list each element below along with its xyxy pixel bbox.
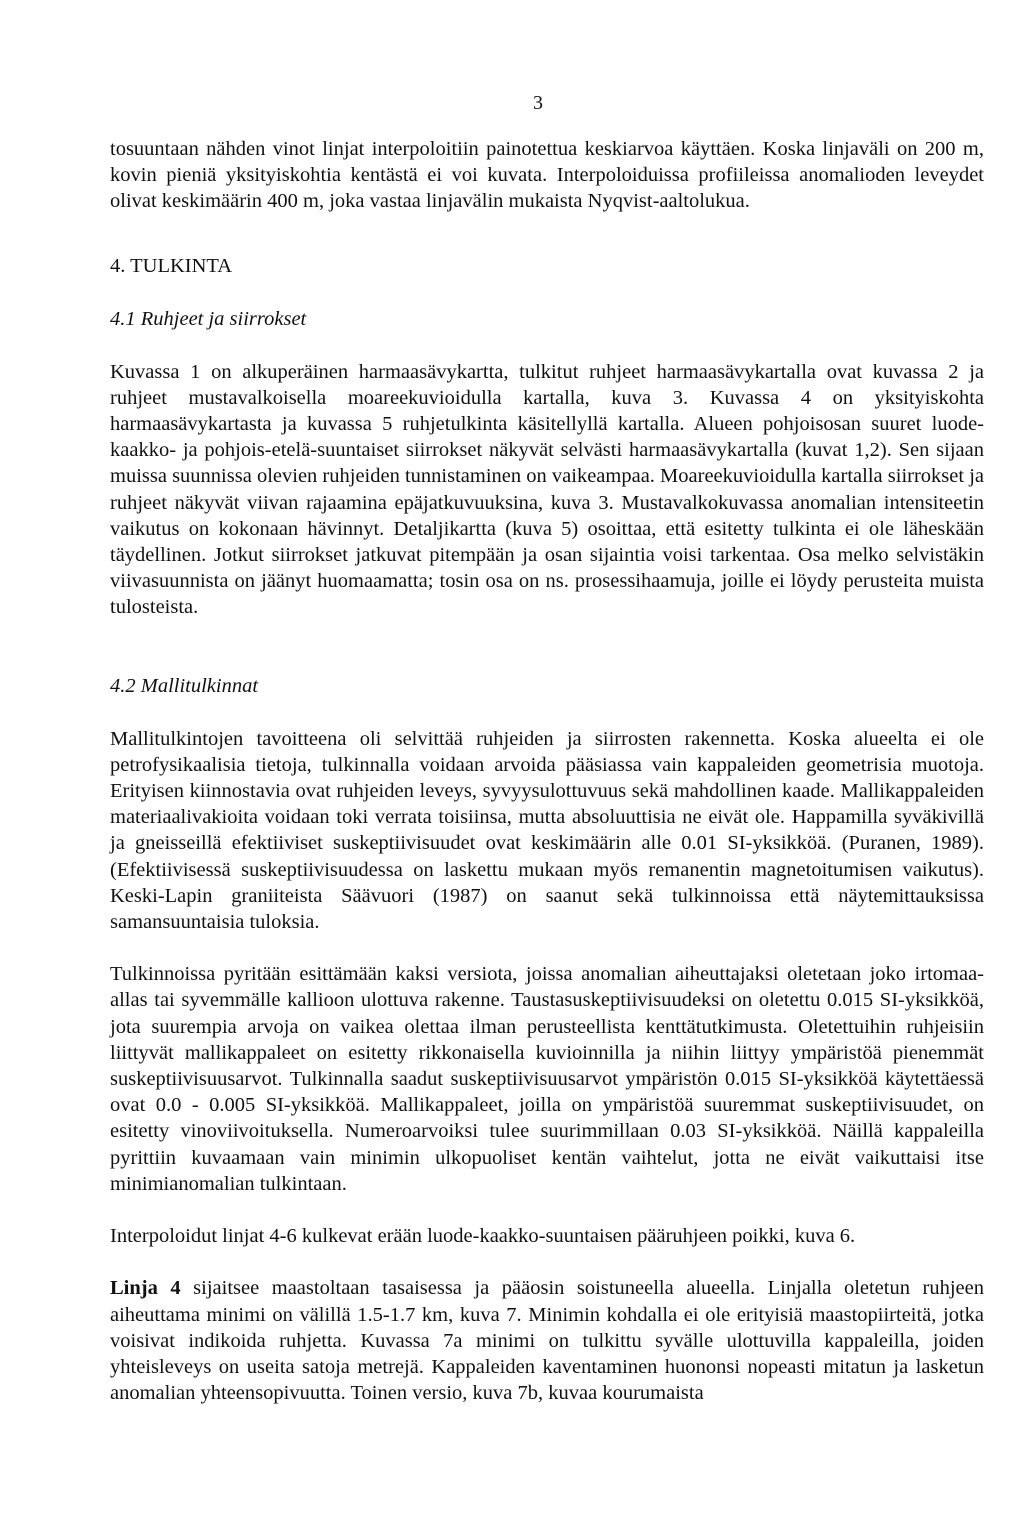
subsection-heading-4-2: [110, 673, 984, 699]
subsection-number: 4.2: [110, 674, 136, 697]
section-heading: 4. TULKINTA: [110, 254, 233, 277]
paragraph-ruhjeet: Kuvassa 1 on alkuperäinen harmaasävykartta, tulkitut ruhjeet harmaasävykartalla ovat kuvassa 2 ja ruhjeet mustavalkoisella moareekuvioidulla kartalla, kuva 3. Kuvassa 4 on yksityiskohta harmaasävykartasta ja kuvassa 5 ruhjetulkinta käsitellyllä kartalla. Alueen pohjoisosan suuret luode-kaakko- ja pohjois-etelä-suuntaiset siirrokset näkyvät selvästi harmaasävykartalla (kuvat 1,2). Sen sijaan muissa suunnissa olevien ruhjeiden tunnistaminen on vaikeampaa. Moareekuvioidulla kartalla siirrokset ja ruhjeet näkyvät viivan rajaamina epäjatkuvuuksina, kuva 3. Mustavalkokuvassa anomalian intensiteetin vaikutus on kokonaan hävinnyt. Detaljikartta (kuva 5) osoittaa, että esitetty tulkinta ei ole läheskään täydellinen. Jotkut siirrokset jatkuvat pitempään ja osan sijaintia voisi tarkentaa. Osa melko selvistäkin viivasuunnista on jäänyt huomaamatta; tosin osa on ns. prosessihaamuja, joille ei löydy perusteita muista tulosteista.: [110, 360, 984, 619]
subsection-title: Ruhjeet ja siirrokset: [140, 307, 307, 330]
document-body: [110, 88, 984, 1406]
linja-4-label: Linja 4: [110, 1277, 181, 1300]
subsection-title: Mallitulkinnat: [140, 674, 259, 697]
paragraph-mallitulkinnat-1: Mallitulkintojen tavoitteena oli selvittää ruhjeiden ja siirrosten rakennetta. Koska alueelta ei ole petrofysikaalisia tietoja, tulkinnalla voidaan arvoida pääsiassa vain kappaleiden geometrisia muotoja. Erityisen kiinnostavia ovat ruhjeiden leveys, syvyysulottuvuus sekä mahdollinen kaade. Mallikappaleiden materiaalivakioita voidaan toki verrata toisiinsa, mutta absoluuttisia ne eivät ole. Happamilla syväkivillä ja gneisseillä efektiiviset suskeptiivisuudet ovat keskimäärin alle 0.01 SI-yksikköä. (Puranen, 1989). (Efektiivisessä suskeptiivisuudessa on laskettu mukaan myös remanentin magnetoitumisen vaikutus). Keski-Lapin graniiteista Säävuori (1987) on saanut sekä tulkinnoissa että näytemittauksissa samansuuntaisia tuloksia.: [110, 727, 984, 934]
subsection-heading-4-1: [110, 306, 984, 332]
linja-4-text: sijaitsee maastoltaan tasaisessa ja pääosin soistuneella alueella. Linjalla oletetun ruhjeen aiheuttama minimi on välillä 1.5-1.7 km, kuva 7. Minimin kohdalla ei ole erityisiä maastopiirteitä, jotka voisivat indikoida ruhjetta. Kuvassa 7a minimi on tulkittu syvälle ulottuvilla kappaleilla, joiden yhteisleveys on useita satoja metrejä. Kappaleiden kaventaminen huononsi nopeasti mitatun ja lasketun anomalian yhteensopivuutta. Toinen versio, kuva 7b, kuvaa kourumaista: [110, 1277, 984, 1405]
subsection-number: 4.1: [110, 307, 136, 330]
intro-paragraph: tosuuntaan nähden vinot linjat interpoloitiin painotettua keskiarvoa käyttäen. Koska linjaväli on 200 m, kovin pieniä yksityiskohtia kentästä ei voi kuvata. Interpoloiduissa profiileissa anomalioden leveydet olivat keskimäärin 400 m, joka vastaa linjavälin mukaista Nyqvist-aaltolukua.: [110, 138, 984, 213]
page-number: 3: [533, 92, 543, 114]
paragraph-mallitulkinnat-2: Tulkinnoissa pyritään esittämään kaksi versiota, joissa anomalian aiheuttajaksi oletetaan joko irtomaa-allas tai syvemmälle kallioon ulottuva rakenne. Taustasuskeptiivisuudeksi on oletettu 0.015 SI-yksikköä, jota suurempia arvoja on vaikea olettaa ilman perusteellista kenttätutkimusta. Oletettuihin ruhjeisiin liittyvät mallikappaleet on esitetty rikkonaisella kuvioinnilla ja niihin liittyy ympäristöä pienemmät suskeptiivisuusarvot. Tulkinnalla saadut suskeptiivisuusarvot ympäristön 0.015 SI-yksikköä käytettäessä ovat 0.0 - 0.005 SI-yksikköä. Mallikappaleet, joilla on ympäristöä suuremmat suskeptiivisuudet, on esitetty vinoviivoituksella. Numeroarvoiksi tulee suurimmillaan 0.03 SI-yksikköä. Näillä kappaleilla pyrittiin kuvaamaan vain minimin ulkopuoliset kentän vaihtelut, jotta ne eivät vaikuttaisi itse minimianomalian tulkintaan.: [110, 963, 984, 1195]
paragraph-mallitulkinnat-3: Interpoloidut linjat 4-6 kulkevat erään luode-kaakko-suuntaisen pääruhjeen poikki, kuva 6.: [110, 1225, 856, 1248]
paragraph-linja-4: [110, 1275, 984, 1406]
